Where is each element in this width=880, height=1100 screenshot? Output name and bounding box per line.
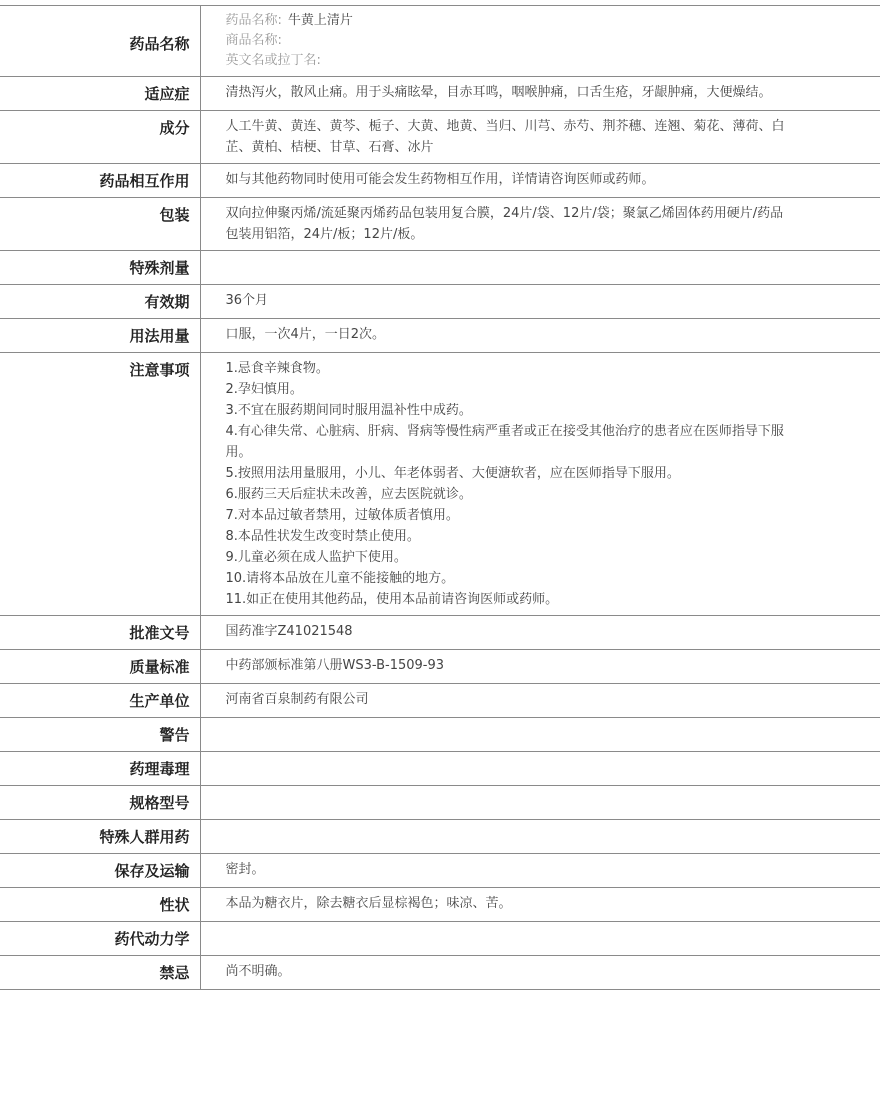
latin-name-line bbox=[226, 51, 791, 71]
list-item: 5.按照用法用量服用，小儿、年老体弱者、大便溏软者，应在医师指导下服用。 bbox=[225, 466, 680, 481]
list-item: 4.有心律失常、心脏病、肝病、肾病等慢性病严重者或正在接受其他治疗的患者应在医师指导下服用。 bbox=[225, 424, 784, 460]
row-shelf-life bbox=[0, 285, 880, 319]
row-value: 如与其他药物同时使用可能会发生药物相互作用，详情请咨询医师或药师。 bbox=[200, 164, 880, 198]
row-label: 保存及运输 bbox=[0, 854, 200, 888]
row-label: 质量标准 bbox=[0, 650, 200, 684]
row-label: 药品相互作用 bbox=[0, 164, 200, 198]
list-item: 1.忌食辛辣食物。 bbox=[225, 361, 329, 376]
row-contraindications bbox=[0, 956, 880, 990]
row-value: 河南省百泉制药有限公司 bbox=[200, 684, 880, 718]
row-special-dosage bbox=[0, 251, 880, 285]
row-label: 生产单位 bbox=[0, 684, 200, 718]
row-label: 特殊剂量 bbox=[0, 251, 200, 285]
row-pharmacology bbox=[0, 752, 880, 786]
row-approval-number bbox=[0, 616, 880, 650]
row-value: 人工牛黄、黄连、黄芩、栀子、大黄、地黄、当归、川芎、赤芍、荆芥穗、连翘、菊花、薄荷、白芷、黄柏、桔梗、甘草、石膏、冰片 bbox=[200, 111, 880, 164]
row-value: 本品为糖衣片，除去糖衣后显棕褐色；味凉、苦。 bbox=[200, 888, 880, 922]
row-packaging bbox=[0, 198, 880, 251]
row-value bbox=[200, 251, 880, 285]
row-label: 禁忌 bbox=[0, 956, 200, 990]
row-quality-standard bbox=[0, 650, 880, 684]
row-label: 警告 bbox=[0, 718, 200, 752]
row-value: 密封。 bbox=[200, 854, 880, 888]
row-label: 药理毒理 bbox=[0, 752, 200, 786]
row-value bbox=[200, 786, 880, 820]
row-drug-names bbox=[0, 6, 880, 77]
row-label: 药代动力学 bbox=[0, 922, 200, 956]
row-indications bbox=[0, 77, 880, 111]
row-label: 成分 bbox=[0, 111, 200, 164]
precautions-list bbox=[200, 353, 880, 616]
row-pharmacokinetics bbox=[0, 922, 880, 956]
row-value: 国药准字Z41021548 bbox=[200, 616, 880, 650]
latin-name-key: 英文名或拉丁名: bbox=[225, 53, 321, 68]
row-label: 有效期 bbox=[0, 285, 200, 319]
trade-name-line bbox=[226, 31, 791, 51]
list-item: 7.对本品过敏者禁用，过敏体质者慎用。 bbox=[225, 508, 459, 523]
row-label: 包装 bbox=[0, 198, 200, 251]
list-item: 2.孕妇慎用。 bbox=[225, 382, 303, 397]
row-value: 36个月 bbox=[200, 285, 880, 319]
list-item: 11.如正在使用其他药品，使用本品前请咨询医师或药师。 bbox=[225, 592, 559, 607]
row-value: 口服，一次4片，一日2次。 bbox=[200, 319, 880, 353]
row-storage bbox=[0, 854, 880, 888]
list-item: 6.服药三天后症状未改善，应去医院就诊。 bbox=[225, 487, 472, 502]
row-value: 尚不明确。 bbox=[200, 956, 880, 990]
list-item: 10.请将本品放在儿童不能接触的地方。 bbox=[225, 571, 455, 586]
list-item: 9.儿童必须在成人监护下使用。 bbox=[225, 550, 407, 565]
generic-name-line bbox=[226, 11, 791, 31]
row-value bbox=[200, 752, 880, 786]
row-label: 性状 bbox=[0, 888, 200, 922]
row-value bbox=[200, 718, 880, 752]
row-value: 清热泻火，散风止痛。用于头痛眩晕，目赤耳鸣，咽喉肿痛，口舌生疮，牙龈肿痛，大便燥结。 bbox=[200, 77, 880, 111]
row-manufacturer bbox=[0, 684, 880, 718]
row-label: 注意事项 bbox=[0, 353, 200, 616]
row-label: 规格型号 bbox=[0, 786, 200, 820]
drug-names-cell bbox=[200, 6, 880, 77]
row-value: 双向拉伸聚丙烯/流延聚丙烯药品包装用复合膜，24片/袋、12片/袋；聚氯乙烯固体药用硬片/药品包装用铝箔，24片/板；12片/板。 bbox=[200, 198, 880, 251]
row-label: 药品名称 bbox=[0, 6, 200, 77]
row-label: 特殊人群用药 bbox=[0, 820, 200, 854]
row-specification bbox=[0, 786, 880, 820]
row-interactions bbox=[0, 164, 880, 198]
row-label: 批准文号 bbox=[0, 616, 200, 650]
row-value: 中药部颁标准第八册WS3-B-1509-93 bbox=[200, 650, 880, 684]
row-special-populations bbox=[0, 820, 880, 854]
row-ingredients bbox=[0, 111, 880, 164]
row-value bbox=[200, 922, 880, 956]
row-precautions bbox=[0, 353, 880, 616]
row-label: 适应症 bbox=[0, 77, 200, 111]
list-item: 8.本品性状发生改变时禁止使用。 bbox=[225, 529, 420, 544]
row-value bbox=[200, 820, 880, 854]
row-warning bbox=[0, 718, 880, 752]
generic-name-key: 药品名称: bbox=[225, 13, 282, 28]
trade-name-key: 商品名称: bbox=[225, 33, 282, 48]
drug-info-table bbox=[0, 5, 880, 990]
generic-name-value: 牛黄上清片 bbox=[287, 13, 353, 28]
row-label: 用法用量 bbox=[0, 319, 200, 353]
row-description bbox=[0, 888, 880, 922]
list-item: 3.不宜在服药期间同时服用温补性中成药。 bbox=[225, 403, 472, 418]
row-dosage bbox=[0, 319, 880, 353]
